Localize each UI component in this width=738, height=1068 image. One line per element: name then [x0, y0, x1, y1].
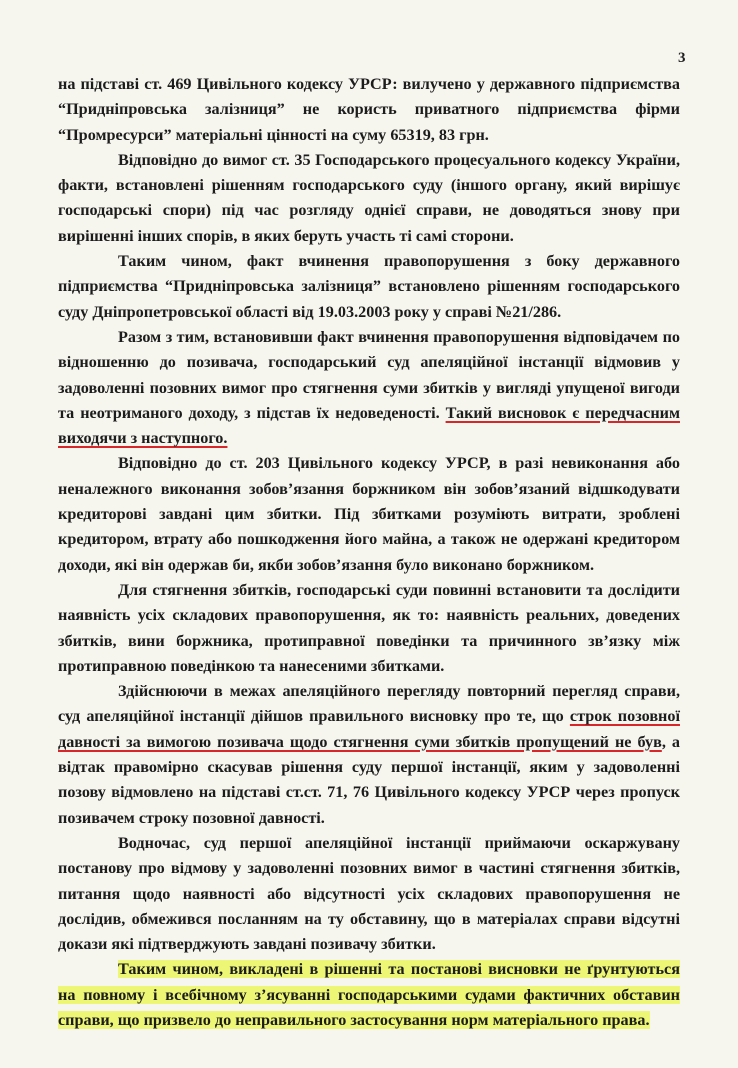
yellow-highlighted-conclusion: Таким чином, викладені в рішенні та постанові висновки не ґрунтуються на повному і всебічному з’ясуванні господарськими судами фактичних обставин справи, що призвело до неправильного застосування норм матеріального права.	[58, 960, 680, 1029]
paragraph-7	[58, 679, 680, 831]
paragraph-3: Таким чином, факт вчинення правопорушення з боку державного підприємства “Придніпровська залізниця” встановлено рішенням господарського суду Дніпропетровської області від 19.03.2003 року у справі №21/286.	[58, 252, 680, 321]
red-underlined-conclusion: Такий висновок є передчасним виходячи з наступного.	[58, 403, 680, 448]
page-number: 3	[678, 50, 686, 66]
paragraph-7-text-before: Здійснюючи в межах апеляційного перегляду повторний перегляд справи, суд апеляційної інстанції дійшов правильного висновку про те, що	[58, 682, 680, 726]
paragraph-2: Відповідно до вимог ст. 35 Господарського процесуального кодексу України, факти, встановлені рішенням господарського суду (іншого органу, який вирішує господарські спори) під час розгляду однієї справи, не доводяться знову при вирішенні інших спорів, в яких беруть участь ті самі сторони.	[58, 150, 680, 245]
red-underlined-limitation-phrase: строк позовної давності за вимогою позивача щодо стягнення суми збитків пропущений не був	[58, 707, 680, 751]
paragraph-5: Відповідно до ст. 203 Цивільного кодексу УРСР, в разі невиконання або неналежного виконання зобов’язання боржником він зобов’язаний відшкодувати кредиторові завдані цим збитки. Під збитками розуміють витрати, зроблені кредитором, втрату або пошкодження його майна, а також не одержані кредитором доходи, які він одержав би, якби зобов’язання було виконано боржником.	[58, 454, 680, 574]
paragraph-4-text: Разом з тим, встановивши факт вчинення правопорушення відповідачем по відношенню до позивача, господарський суд апеляційної інстанції відмовив у задоволенні позовних вимог про стягнення суми збитків у вигляді упущеної вигоди та неотриманого доходу, з підстав їх недоведеності.	[58, 327, 680, 422]
document-body	[58, 72, 680, 1033]
paragraph-8: Водночас, суд першої апеляційної інстанції приймаючи оскаржувану постанову про відмову у задоволенні позовних вимог в частині стягнення збитків, питання щодо наявності або відсутності усіх складових правопорушення не дослідив, обмежився посланням на ту обставину, що в матеріалах справи відсутні докази які підтверджують завдані позивачу збитки.	[58, 833, 680, 954]
paragraph-4	[58, 325, 680, 451]
paragraph-9	[58, 957, 680, 1033]
paragraph-7-text-after: , а відтак правомірно скасував рішення суду першої інстанції, яким у задоволенні позову відмовлено на підставі ст.ст. 71, 76 Цивільного кодексу УРСР через пропуск позивачем строку позовної давності.	[58, 732, 681, 827]
paragraph-1: на підставі ст. 469 Цивільного кодексу УРСР: вилучено у державного підприємства “Придніпровська залізниця” не користь приватного підприємства фірми “Промресурси” матеріальні цінності на суму 65319, 83 грн.	[58, 75, 680, 144]
paragraph-6: Для стягнення збитків, господарські суди повинні встановити та дослідити наявність усіх складових правопорушення, як то: наявність реальних, доведених збитків, вини боржника, протиправної поведінки та причинного зв’язку між протиправною поведінкою та нанесеними збитками.	[58, 580, 680, 675]
